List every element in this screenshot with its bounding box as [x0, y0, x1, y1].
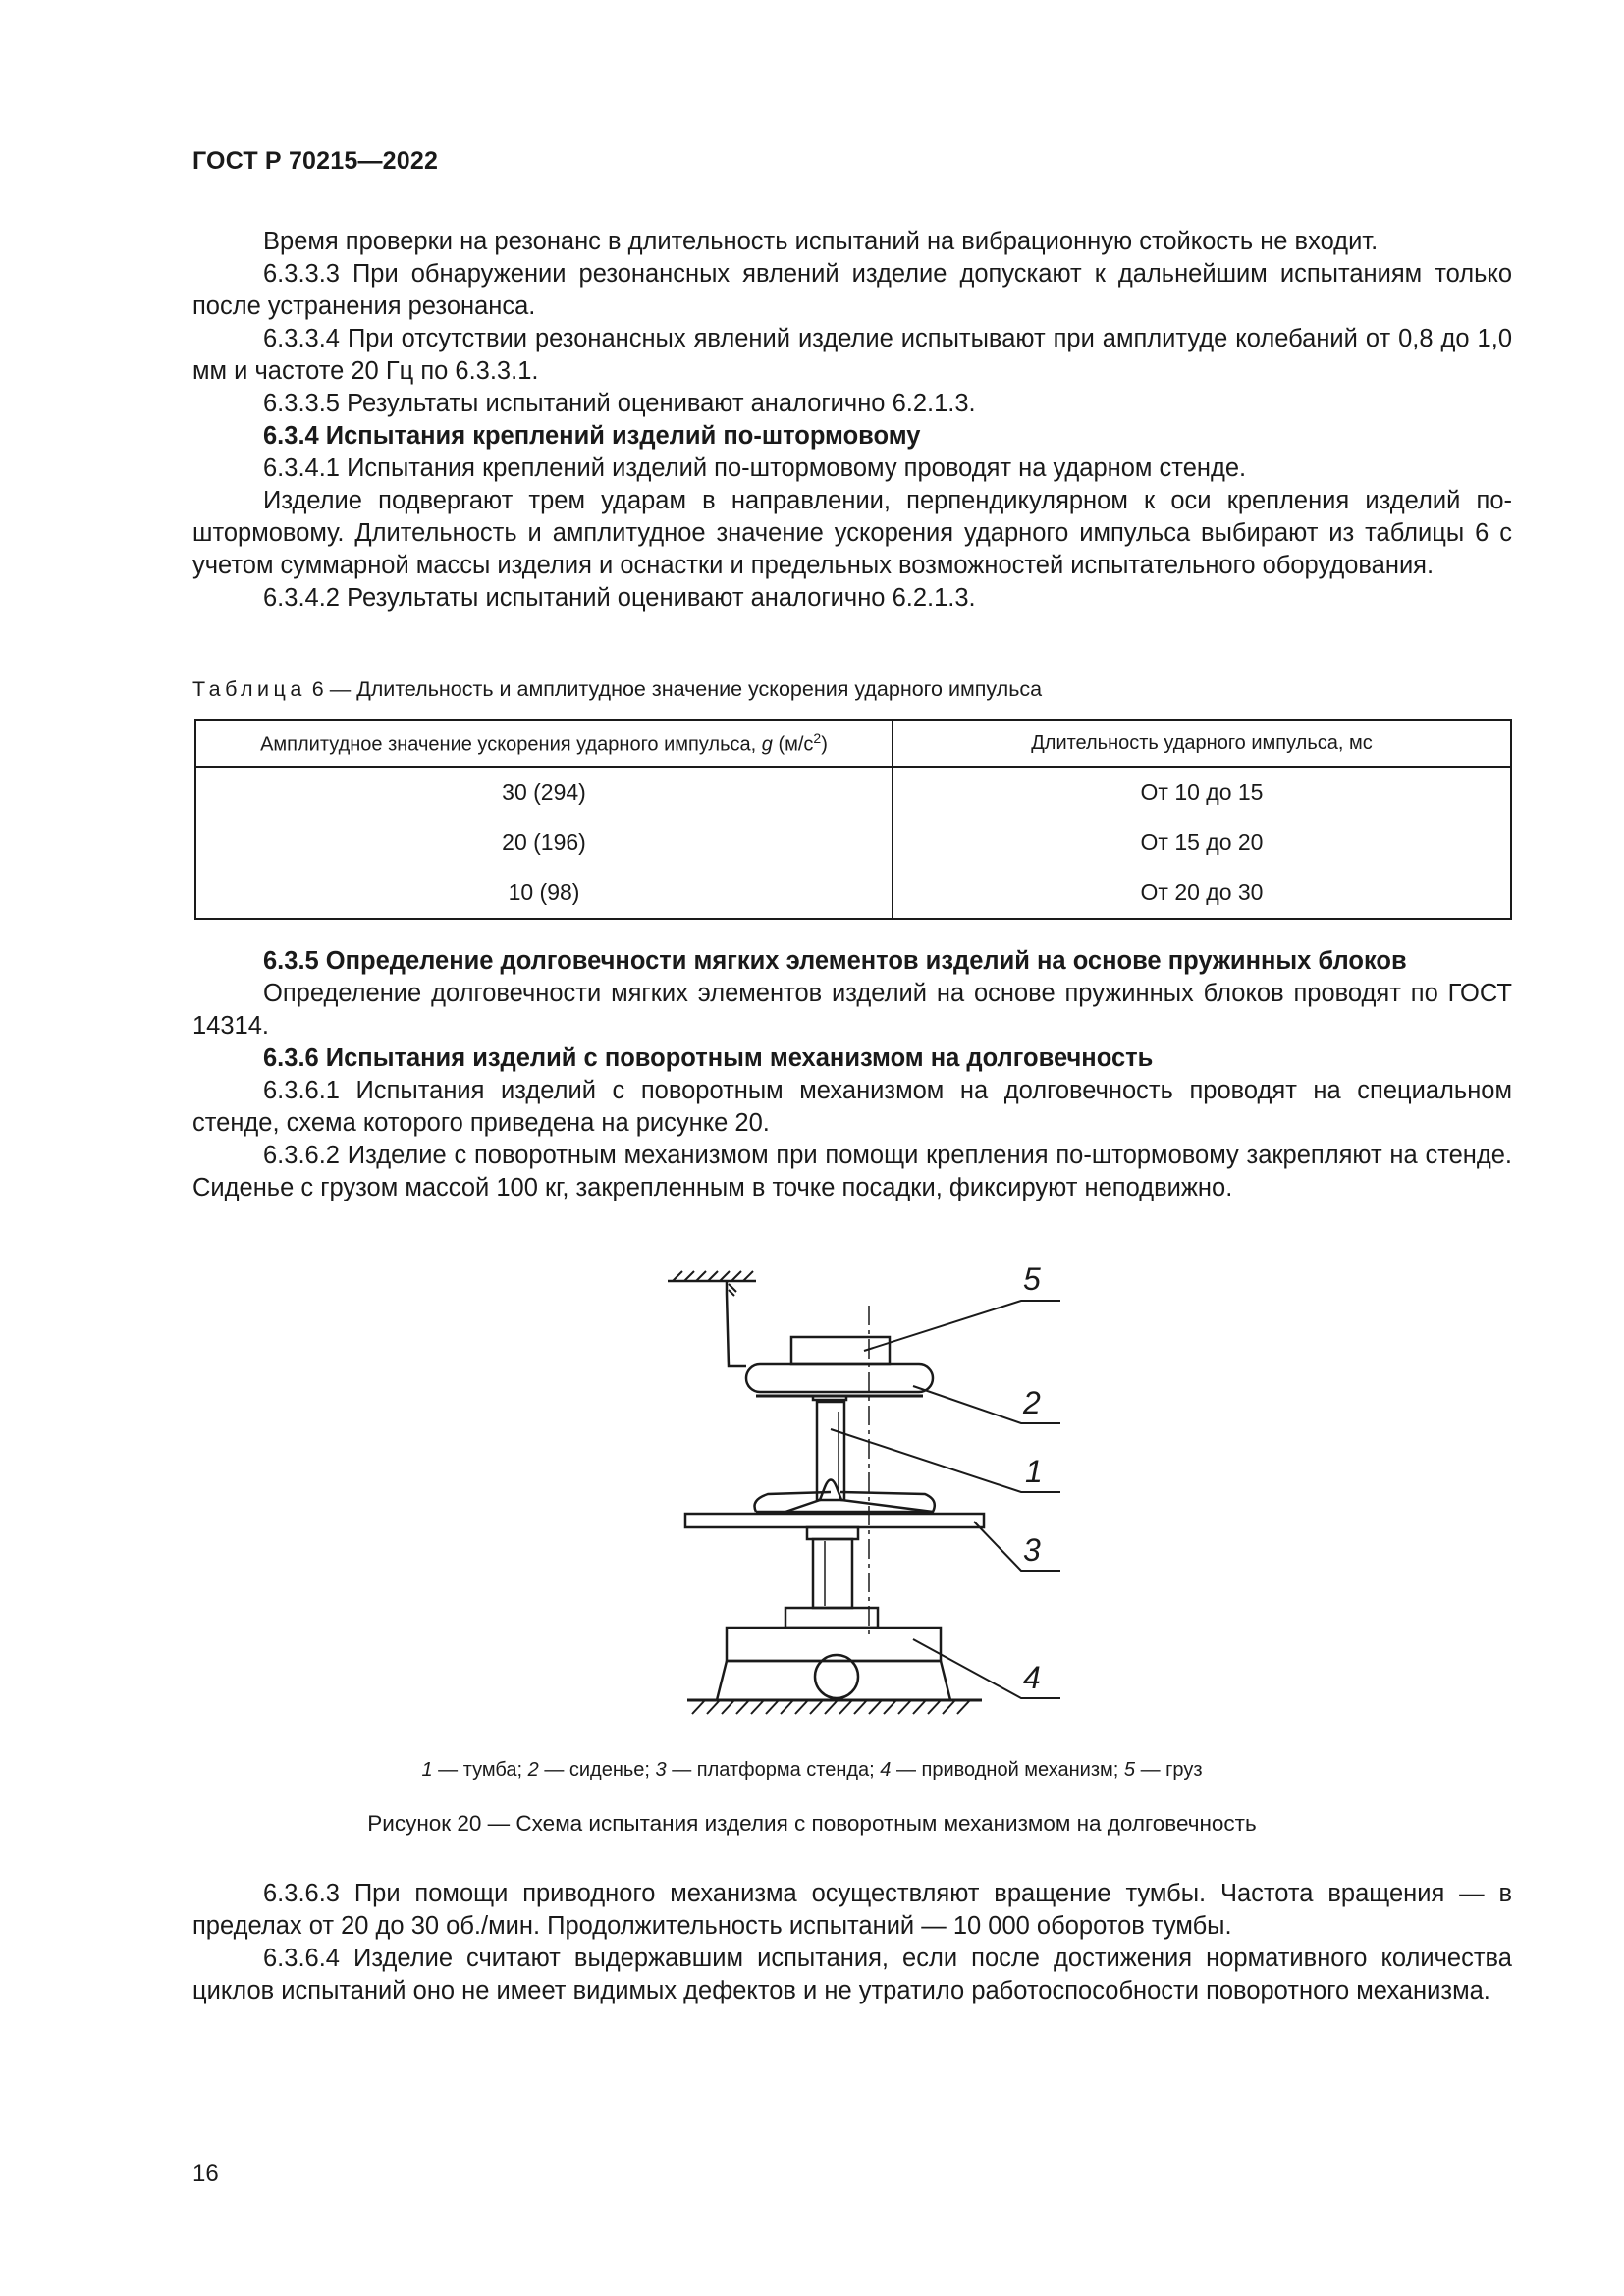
paragraph: 6.3.3.5 Результаты испытаний оценивают аналогично 6.2.1.3.: [263, 390, 976, 417]
stand-platform: [685, 1514, 984, 1527]
weight-block: [791, 1337, 890, 1364]
callout-4: 4: [1023, 1660, 1041, 1695]
callout-1: 1: [1025, 1454, 1043, 1489]
cell-acceleration: 10 (98): [195, 868, 893, 919]
paragraph: Время проверки на резонанс в длительность испытаний на вибрационную стойкость не входит.: [263, 228, 1379, 255]
impulse-table: [194, 719, 1512, 920]
table-header-row: [195, 720, 1511, 767]
section-heading: 6.3.6 Испытания изделий с поворотным механизмом на долговечность: [263, 1044, 1154, 1072]
document-header: ГОСТ Р 70215—2022: [192, 147, 439, 175]
table-caption-label: Таблица: [192, 677, 306, 701]
figure-legend: 1 — тумба; 2 — сиденье; 3 — платформа стенда; 4 — приводной механизм; 5 — груз: [421, 1759, 1203, 1781]
callout-5: 5: [1023, 1261, 1041, 1297]
text-block-middle: [192, 945, 1512, 1204]
col-header-acceleration: Амплитудное значение ускорения ударного импульса, g $(м/с^2)$: [195, 720, 893, 767]
cell-duration: От 10 до 15: [893, 767, 1511, 818]
paragraph: 6.3.3.3 При обнаружении резонансных явлений изделие допускают к дальнейшим испытаниям только после устранения резонанса.: [192, 260, 1512, 320]
paragraph: 6.3.6.2 Изделие с поворотным механизмом при помощи крепления по-штормовому закрепляют на стенде. Сиденье с грузом массой 100 кг, закрепленным в точке посадки, фиксируют неподвижно.: [192, 1142, 1512, 1201]
cell-duration: От 20 до 30: [893, 868, 1511, 919]
drive-base: [717, 1661, 950, 1700]
cell-acceleration: 30 (294): [195, 767, 893, 818]
paragraph: 6.3.3.4 При отсутствии резонансных явлений изделие испытывают при амплитуде колебаний от 0,8 до 1,0 мм и частоте 20 Гц по 6.3.3.1.: [192, 325, 1512, 385]
section-heading: 6.3.5 Определение долговечности мягких элементов изделий на основе пружинных блоков: [263, 947, 1407, 975]
seat: [746, 1364, 933, 1392]
floor-hatch: [692, 1700, 970, 1714]
text-block-top: [192, 226, 1512, 614]
figure-caption: Рисунок 20 — Схема испытания изделия с поворотным механизмом на долговечность: [367, 1811, 1257, 1836]
section-heading: 6.3.4 Испытания креплений изделий по-штормовому: [263, 422, 921, 450]
paragraph: 6.3.4.1 Испытания креплений изделий по-штормовому проводят на ударном стенде.: [263, 454, 1247, 482]
column-pedestal: [817, 1402, 844, 1500]
callout-3: 3: [1023, 1532, 1041, 1568]
platform-hub: [807, 1527, 858, 1539]
drive-shaft: [813, 1539, 852, 1608]
callout-2: 2: [1023, 1385, 1041, 1420]
table-row: [195, 818, 1511, 868]
ceiling-hatch: [673, 1271, 753, 1281]
table-row: [195, 767, 1511, 818]
page-number: 16: [192, 2161, 219, 2187]
paragraph: Определение долговечности мягких элементов изделий на основе пружинных блоков проводят по ГОСТ 14314.: [192, 980, 1512, 1040]
paragraph: 6.3.6.3 При помощи приводного механизма осуществляют вращение тумбы. Частота вращения — в пределах от 20 до 30 об./мин. Продолжительность испытаний — 10 000 оборотов тумбы.: [192, 1880, 1512, 1940]
table-caption: [192, 677, 1042, 702]
leader-5: [864, 1301, 1060, 1351]
leader-3: [974, 1522, 1060, 1571]
table-row: [195, 868, 1511, 919]
paragraph: Изделие подвергают трем ударам в направлении, перпендикулярном к оси крепления изделий по-штормовому. Длительность и амплитудное значение ускорения ударного импульса выбирают из таблицы 6 с учетом суммарной массы изделия и оснастки и предельных возможностей испытательного оборудования.: [192, 487, 1512, 579]
col-header-duration: Длительность ударного импульса, мс: [893, 720, 1511, 767]
anchor-hatch: [729, 1284, 736, 1296]
cell-duration: От 15 до 20: [893, 818, 1511, 868]
table-caption-text: 6 — Длительность и амплитудное значение ускорения ударного импульса: [311, 677, 1043, 701]
paragraph: 6.3.6.4 Изделие считают выдержавшим испытания, если после достижения нормативного количества циклов испытаний оно не имеет видимых дефектов и не утратило работоспособности поворотного механизма.: [192, 1945, 1512, 2004]
mooring-rod: [727, 1294, 746, 1366]
test-stand-diagram: [648, 1247, 1080, 1737]
text-block-bottom: [192, 1878, 1512, 2007]
seat-flange: [813, 1396, 846, 1400]
drive-top: [785, 1608, 878, 1628]
paragraph: 6.3.4.2 Результаты испытаний оценивают аналогично 6.2.1.3.: [263, 584, 976, 612]
paragraph: 6.3.6.1 Испытания изделий с поворотным механизмом на долговечность проводят на специальном стенде, схема которого приведена на рисунке 20.: [192, 1077, 1512, 1137]
cell-acceleration: 20 (196): [195, 818, 893, 868]
base-spider: [785, 1480, 933, 1513]
